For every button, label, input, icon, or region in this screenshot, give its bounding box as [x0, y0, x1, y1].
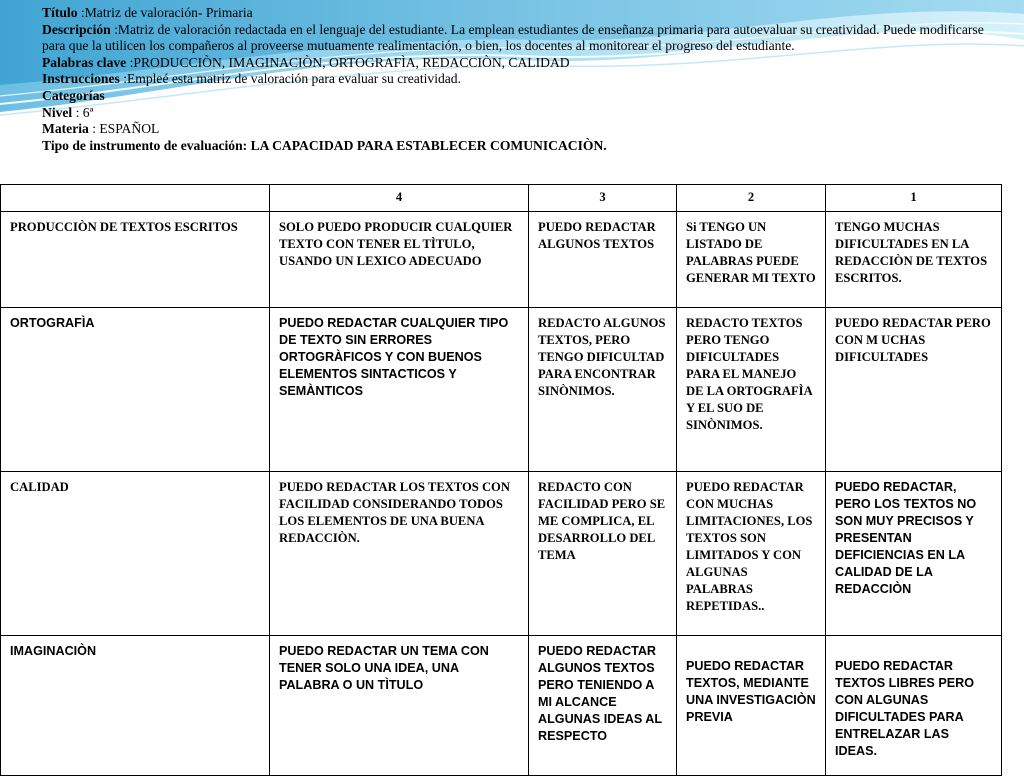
- level-3-cell: PUEDO REDACTAR ALGUNOS TEXTOS PERO TENIENDO A MI ALCANCE ALGUNAS IDEAS AL RESPECTO: [529, 636, 677, 776]
- criterion-cell: IMAGINACIÒN: [1, 636, 270, 776]
- table-row: [1, 636, 1002, 776]
- level-4-cell: PUEDO REDACTAR LOS TEXTOS CON FACILIDAD CONSIDERANDO TODOS LOS ELEMENTOS DE UNA BUENA REDACCIÒN.: [270, 472, 529, 636]
- level-1-cell: PUEDO REDACTAR TEXTOS LIBRES PERO CON ALGUNAS DIFICULTADES PARA ENTRELAZAR LAS IDEAS.: [826, 636, 1002, 776]
- level-value: : 6ª: [75, 104, 94, 120]
- description-value: :Matriz de valoración redactada en el lenguaje del estudiante. La emplean estudiantes de enseñanza primaria para autoevaluar su creatividad. Puede modificarse para que la utilicen los compañeros al proveerse mutuamente realimentación, o bien, los docentes al monitorear el progreso del estudiante.: [42, 21, 984, 54]
- header-cell-score-1: 1: [826, 185, 1002, 212]
- subject-value: : ESPAÑOL: [92, 121, 160, 137]
- level-1-cell: PUEDO REDACTAR, PERO LOS TEXTOS NO SON MUY PRECISOS Y PRESENTAN DEFICIENCIAS EN LA CALIDAD DE LA REDACCIÒN: [826, 472, 1002, 636]
- title-label: Título: [42, 5, 78, 20]
- criterion-cell: CALIDAD: [1, 472, 270, 636]
- document-header: [42, 5, 992, 154]
- header-cell-score-4: 4: [270, 185, 529, 212]
- criterion-cell: PRODUCCIÒN DE TEXTOS ESCRITOS: [1, 212, 270, 308]
- table-row: [1, 212, 1002, 308]
- level-2-cell: REDACTO TEXTOS PERO TENGO DIFICULTADES PARA EL MANEJO DE LA ORTOGRAFÌA Y EL SUO DE SINÒNIMOS.: [677, 308, 826, 472]
- keywords-line: [42, 55, 992, 72]
- level-3-cell: PUEDO REDACTAR ALGUNOS TEXTOS: [529, 212, 677, 308]
- header-cell-criterion: [1, 185, 270, 212]
- level-2-cell: Si TENGO UN LISTADO DE PALABRAS PUEDE GENERAR MI TEXTO: [677, 212, 826, 308]
- categories-label: Categorías: [42, 87, 105, 103]
- level-4-cell: SOLO PUEDO PRODUCIR CUALQUIER TEXTO CON TENER EL TÌTULO, USANDO UN LEXICO ADECUADO: [270, 212, 529, 308]
- keywords-label: Palabras clave: [42, 54, 127, 70]
- table-row: [1, 308, 1002, 472]
- description-label: Descripción: [42, 21, 111, 37]
- level-label: Nivel: [42, 104, 73, 120]
- subject-label: Materia: [42, 121, 89, 137]
- level-line: [42, 105, 992, 122]
- categories-line: [42, 88, 992, 105]
- criterion-cell: ORTOGRAFÌA: [1, 308, 270, 472]
- instructions-value: :Empleé esta matriz de valoración para evaluar su creatividad.: [123, 71, 461, 87]
- title-line: [42, 5, 992, 22]
- level-1-cell: PUEDO REDACTAR PERO CON M UCHAS DIFICULTADES: [826, 308, 1002, 472]
- keywords-value: :PRODUCCIÒN, IMAGINACIÒN, ORTOGRAFÌA, REDACCIÒN, CALIDAD: [129, 54, 570, 70]
- level-4-cell: PUEDO REDACTAR CUALQUIER TIPO DE TEXTO SIN ERRORES ORTOGRÀFICOS Y CON BUENOS ELEMENTOS SINTACTICOS Y SEMÀNTICOS: [270, 308, 529, 472]
- header-cell-score-3: 3: [529, 185, 677, 212]
- table-row: [1, 472, 1002, 636]
- table-header-row: [1, 185, 1002, 212]
- level-2-cell: PUEDO REDACTAR TEXTOS, MEDIANTE UNA INVESTIGACIÒN PREVIA: [677, 636, 826, 776]
- instrument-type-line: [42, 138, 992, 155]
- level-3-cell: REDACTO CON FACILIDAD PERO SE ME COMPLICA, EL DESARROLLO DEL TEMA: [529, 472, 677, 636]
- instructions-label: Instrucciones: [42, 71, 120, 87]
- instructions-line: [42, 71, 992, 88]
- level-3-cell: REDACTO ALGUNOS TEXTOS, PERO TENGO DIFICULTAD PARA ENCONTRAR SINÒNIMOS.: [529, 308, 677, 472]
- level-1-cell: TENGO MUCHAS DIFICULTADES EN LA REDACCIÒN DE TEXTOS ESCRITOS.: [826, 212, 1002, 308]
- rubric-table: [0, 184, 1002, 776]
- subject-line: [42, 121, 992, 138]
- header-cell-score-2: 2: [677, 185, 826, 212]
- title-value: :Matriz de valoración- Primaria: [80, 5, 253, 20]
- instrument-type-label: Tipo de instrumento de evaluación: LA CAPACIDAD PARA ESTABLECER COMUNICACIÒN.: [42, 137, 607, 153]
- level-2-cell: PUEDO REDACTAR CON MUCHAS LIMITACIONES, LOS TEXTOS SON LIMITADOS Y CON ALGUNAS PALABRAS REPETIDAS..: [677, 472, 826, 636]
- level-4-cell: PUEDO REDACTAR UN TEMA CON TENER SOLO UNA IDEA, UNA PALABRA O UN TÌTULO: [270, 636, 529, 776]
- description-line: [42, 22, 992, 55]
